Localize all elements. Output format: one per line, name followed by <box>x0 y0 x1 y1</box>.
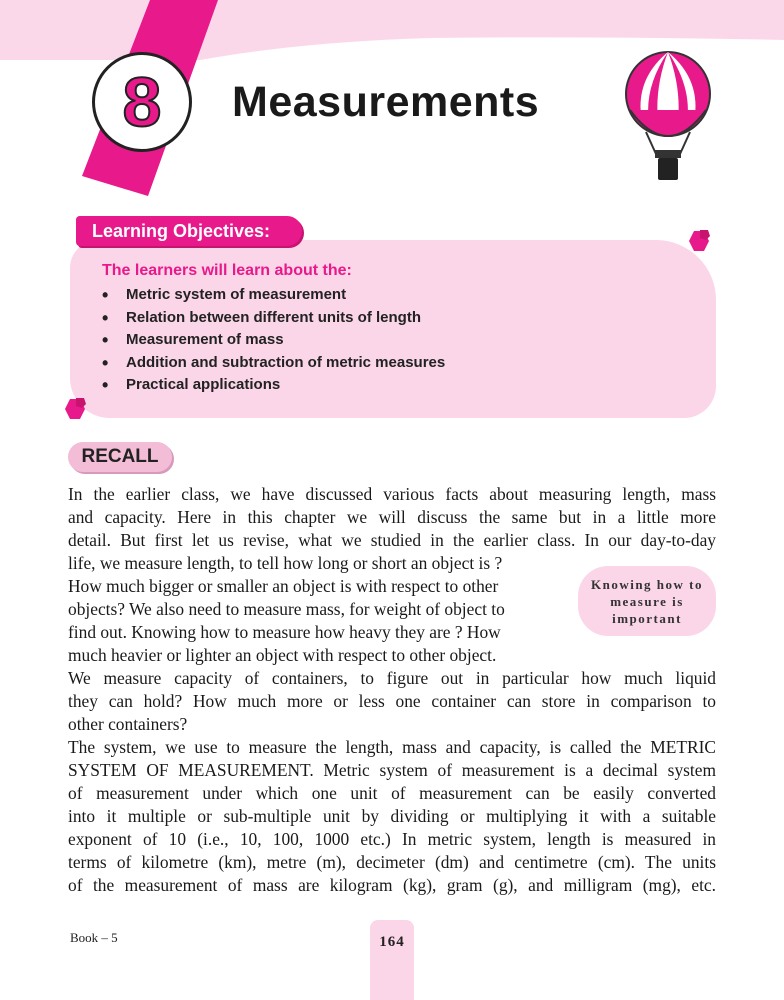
paragraph-line: into it multiple or sub-multiple unit by dividing or multiplying it with a suitable <box>68 806 716 826</box>
list-item: • Relation between different units of length <box>102 307 445 330</box>
chapter-number: 8 <box>122 63 162 141</box>
learning-objectives-tag: Learning Objectives: <box>76 216 302 246</box>
hot-air-balloon-icon <box>622 50 714 186</box>
hexagon-decoration-icon <box>64 398 86 420</box>
objectives-lead: The learners will learn about the: <box>102 262 352 279</box>
paragraph-line: SYSTEM OF MEASUREMENT. Metric system of measurement is a decimal system <box>68 760 716 780</box>
paragraph-line: other containers? <box>68 714 188 734</box>
paragraph-line: terms of kilometre (km), metre (m), decimeter (dm) and centimetre (cm). The units <box>68 852 716 872</box>
paragraph-line: much heavier or lighter an object with respect to other object. <box>68 645 497 665</box>
list-item: • Practical applications <box>102 374 445 397</box>
hexagon-decoration-icon <box>688 230 710 252</box>
page-number: 164 <box>370 920 414 1000</box>
paragraph-line: exponent of 10 (i.e., 10, 100, 1000 etc.) In metric system, length is measured in <box>68 829 716 849</box>
chapter-number-badge <box>92 52 192 152</box>
side-note: Knowing how to measure is important <box>578 566 716 636</box>
paragraph-line: they can hold? How much more or less one container can store in comparison to <box>68 691 716 711</box>
paragraph-line: objects? We also need to measure mass, for weight of object to <box>68 599 505 619</box>
paragraph-line: and capacity. Here in this chapter we will discuss the same but in a little more <box>68 507 716 527</box>
recall-heading: RECALL <box>68 442 172 472</box>
learning-objectives-box <box>70 240 716 418</box>
paragraph-line: The system, we use to measure the length, mass and capacity, is called the METRIC <box>68 737 716 757</box>
chapter-title: Measurements <box>232 78 540 126</box>
paragraph-line: In the earlier class, we have discussed various facts about measuring length, mass <box>68 484 716 504</box>
paragraph-line: How much bigger or smaller an object is with respect to other <box>68 576 499 596</box>
book-label: Book – 5 <box>70 930 118 945</box>
paragraph-line: detail. But first let us revise, what we studied in the earlier class. In our day-to-day <box>68 530 716 550</box>
list-item: • Metric system of measurement <box>102 284 445 307</box>
paragraph-line: of measurement under which one unit of measurement can be easily converted <box>68 783 716 803</box>
paragraph-line: of the measurement of mass are kilogram (kg), gram (g), and milligram (mg), etc. <box>68 875 716 895</box>
objectives-list <box>102 284 445 397</box>
paragraph-line: life, we measure length, to tell how long or short an object is ? <box>68 553 503 573</box>
list-item: • Addition and subtraction of metric measures <box>102 352 445 375</box>
paragraph-line: find out. Knowing how to measure how heavy they are ? How <box>68 622 501 642</box>
list-item: • Measurement of mass <box>102 329 445 352</box>
paragraph-line: We measure capacity of containers, to figure out in particular how much liquid <box>68 668 716 688</box>
